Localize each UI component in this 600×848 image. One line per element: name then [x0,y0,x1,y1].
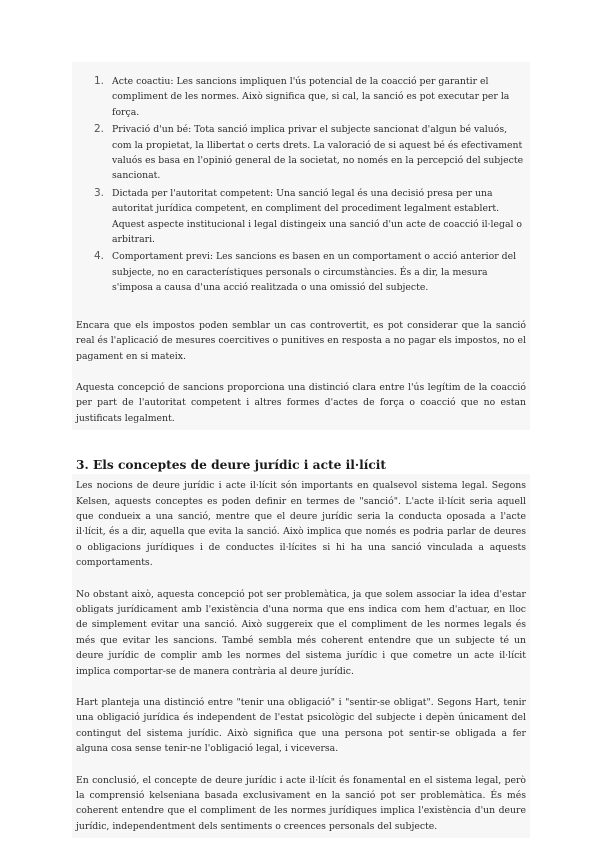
list-item [94,186,526,248]
paragraph: En conclusió, el concepte de deure jurídic i acte il·lícit és fonamental en el sistema legal, però la comprensió kelseniana basada exclusivament en la sanció pot ser problemàtica. És més coherent entendre que el compliment de les normes jurídiques implica l'existència d'un deure jurídic, independentment dels sentiments o creences personals del subjecte. [76,774,526,832]
list-item-number: 3. [94,186,105,199]
paragraph: Aquesta concepció de sancions proporciona una distinció clara entre l'ús legítim de la coacció per part de l'autoritat competent i altres formes d'actes de força o coacció que no estan justificats legalment. [76,381,526,424]
sanction-characteristics-block [72,62,530,430]
paragraph: Encara que els impostos poden semblar un cas controvertit, es pot considerar que la sanció real és l'aplicació de mesures coercitives o punitives en resposta a no pagar els impostos, no el pagament en si mateix. [76,319,526,362]
list-item [94,122,526,184]
list-item-number: 1. [94,75,105,87]
list-item [94,74,526,120]
paragraph: Hart planteja una distinció entre "tenir una obligació" i "sentir-se obligat". Segons Hart, tenir una obligació jurídica és independent de l'estat psicològic del subjecte i depèn únicament del contingut del sistema jurídic. Això significa que una persona pot sentir-se obligada a fer alguna cosa sense tenir-ne l'obligació legal, i viceversa. [76,697,526,755]
list-item-text: Dictada per l'autoritat competent: Una sanció legal és una decisió presa per una autoritat jurídica competent, en compliment del procediment legalment establert. Aquest aspecte institucional i legal distingeix una sanció d'un acte de coacció il·legal o arbitrari. [112,187,523,246]
list-item [94,249,526,295]
sanction-characteristics-list [76,66,526,302]
paragraph: No obstant això, aquesta concepció pot ser problemàtica, ja que solem associar la idea d'estar obligats jurídicament amb l'existència d'una norma que ens indica com hem d'actuar, en lloc de simplement evitar una sanció. Això suggereix que el compliment de les normes legals és més que evitar les sancions. També sembla més coherent entendre que un subjecte té un deure jurídic de complir amb les normes del sistema jurídic i que cometre un acte il·lícit implica comportar-se de manera contrària al deure jurídic. [76,588,526,677]
paragraph: Les nocions de deure jurídic i acte il·lícit són importants en qualsevol sistema legal. Segons Kelsen, aquests conceptes es poden definir en termes de "sanció". L'acte il·lícit seria aquell que condueix a una sanció, mentre que el deure jurídic seria la conducta oposada a l'acte il·lícit, és a dir, aquella que evita la sanció. Això implica que només es podria parlar de deures o obligacions jurídiques i de conductes il·lícites si hi ha una sanció vinculada a aquests comportaments. [76,480,526,569]
list-item-text: Privació d'un bé: Tota sanció implica privar el subjecte sancionat d'algun bé valuós, com la propietat, la llibertat o certs drets. La valoració de si aquest bé és efectivament valuós es basa en l'opinió general de la societat, no només en la percepció del subjecte sancionat. [112,124,524,182]
section-body-block [72,474,530,838]
list-item-text: Acte coactiu: Les sancions impliquen l'ús potencial de la coacció per garantir el compliment de les normes. Això significa que, si cal, la sanció es pot executar per la força. [112,76,510,118]
list-item-number: 2. [94,123,105,136]
section-heading: 3. Els conceptes de deure jurídic i acte il·lícit [76,458,387,473]
list-item-text: Comportament previ: Les sancions es basen en un comportament o acció anterior del subjecte, no en característiques personals o circumstàncies. És a dir, la mesura s'imposa a causa d'una acció realitzada o una omissió del subjecte. [112,251,517,294]
list-item-number: 4. [94,250,105,263]
